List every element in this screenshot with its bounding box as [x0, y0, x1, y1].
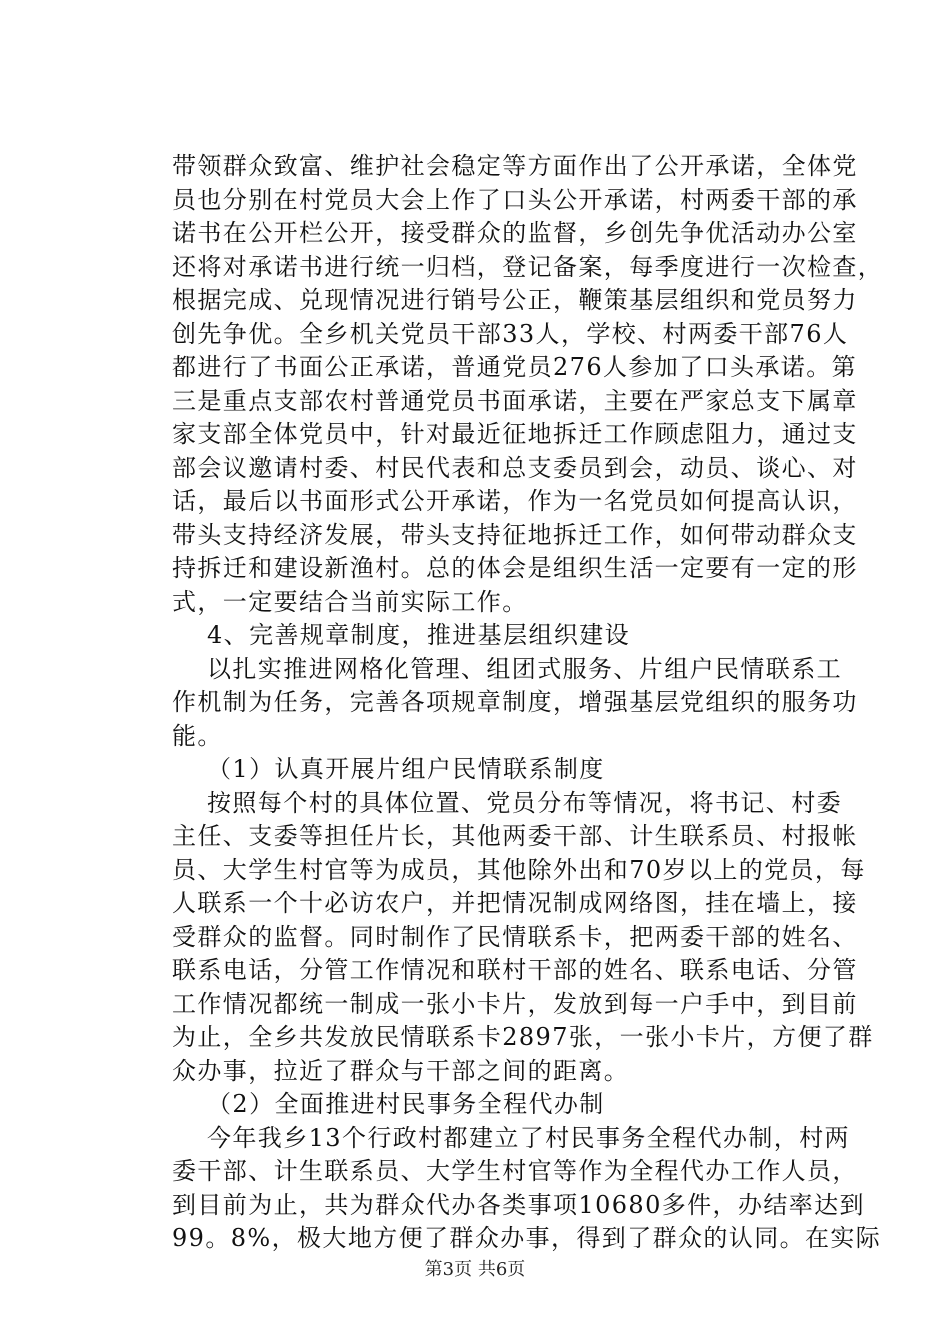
text-line: 根据完成、兑现情况进行销号公正，鞭策基层组织和党员努力 — [172, 286, 858, 314]
text-line: 委干部、计生联系员、大学生村官等作为全程代办工作人员， — [172, 1157, 858, 1185]
text-line: 员也分别在村党员大会上作了口头公开承诺，村两委干部的承 — [172, 185, 858, 214]
text-line: 创先争优。全乡机关党员干部33人，学校、村两委干部76人 — [172, 319, 849, 348]
section-heading: 4、完善规章制度，推进基层组织建设 — [207, 621, 631, 649]
text-line: 今年我乡13个行政村都建立了村民事务全程代办制，村两 — [207, 1123, 850, 1152]
text-line: 带领群众致富、维护社会稳定等方面作出了公开承诺，全体党 — [172, 152, 858, 180]
text-line: 作机制为任务，完善各项规章制度，增强基层党组织的服务功 — [172, 688, 858, 716]
text-line: 众办事，拉近了群众与干部之间的距离。 — [172, 1056, 630, 1085]
text-line: 联系电话，分管工作情况和联村干部的姓名、联系电话、分管 — [172, 956, 858, 984]
text-line: 受群众的监督。同时制作了民情联系卡，把两委干部的姓名、 — [172, 922, 858, 951]
text-line: 持拆迁和建设新渔村。总的体会是组织生活一定要有一定的形 — [172, 554, 858, 582]
text-line: 三是重点支部农村普通党员书面承诺，主要在严家总支下属章 — [172, 386, 858, 415]
text-line: 员、大学生村官等为成员，其他除外出和70岁以上的党员，每 — [172, 855, 866, 884]
text-line: 式，一定要结合当前实际工作。 — [172, 587, 528, 616]
subsection-heading: （1）认真开展片组户民情联系制度 — [207, 755, 605, 783]
text-line: 99。8%，极大地方便了群众办事，得到了群众的认同。在实际 — [172, 1224, 882, 1252]
text-line: 为止，全乡共发放民情联系卡2897张，一张小卡片，方便了群 — [172, 1023, 874, 1051]
text-line: 工作情况都统一制成一张小卡片，发放到每一户手中，到目前 — [172, 989, 858, 1018]
text-line: 都进行了书面公正承诺，普通党员276人参加了口头承诺。第 — [172, 353, 858, 381]
text-line: 部会议邀请村委、村民代表和总支委员到会，动员、谈心、对 — [172, 453, 858, 482]
text-line: 话，最后以书面形式公开承诺，作为一名党员如何提高认识， — [172, 487, 858, 515]
text-line: 以扎实推进网格化管理、组团式服务、片组户民情联系工 — [207, 654, 842, 683]
text-line: 到目前为止，共为群众代办各类事项10680多件，办结率达到 — [172, 1190, 865, 1219]
subsection-heading: （2）全面推进村民事务全程代办制 — [207, 1090, 605, 1118]
text-line: 带头支持经济发展，带头支持征地拆迁工作，如何带动群众支 — [172, 520, 858, 549]
text-line: 按照每个村的具体位置、党员分布等情况，将书记、村委 — [207, 788, 842, 817]
page-number-footer: 第3页 共6页 — [424, 1259, 526, 1280]
text-line: 还将对承诺书进行统一归档，登记备案，每季度进行一次检查， — [172, 252, 884, 281]
text-line: 诺书在公开栏公开，接受群众的监督，乡创先争优活动办公室 — [172, 219, 858, 247]
text-line: 家支部全体党员中，针对最近征地拆迁工作顾虑阻力，通过支 — [172, 420, 858, 448]
text-line: 能。 — [172, 721, 223, 750]
text-line: 主任、支委等担任片长，其他两委干部、计生联系员、村报帐 — [172, 822, 858, 850]
text-line: 人联系一个十必访农户，并把情况制成网络图，挂在墙上，接 — [172, 889, 858, 917]
